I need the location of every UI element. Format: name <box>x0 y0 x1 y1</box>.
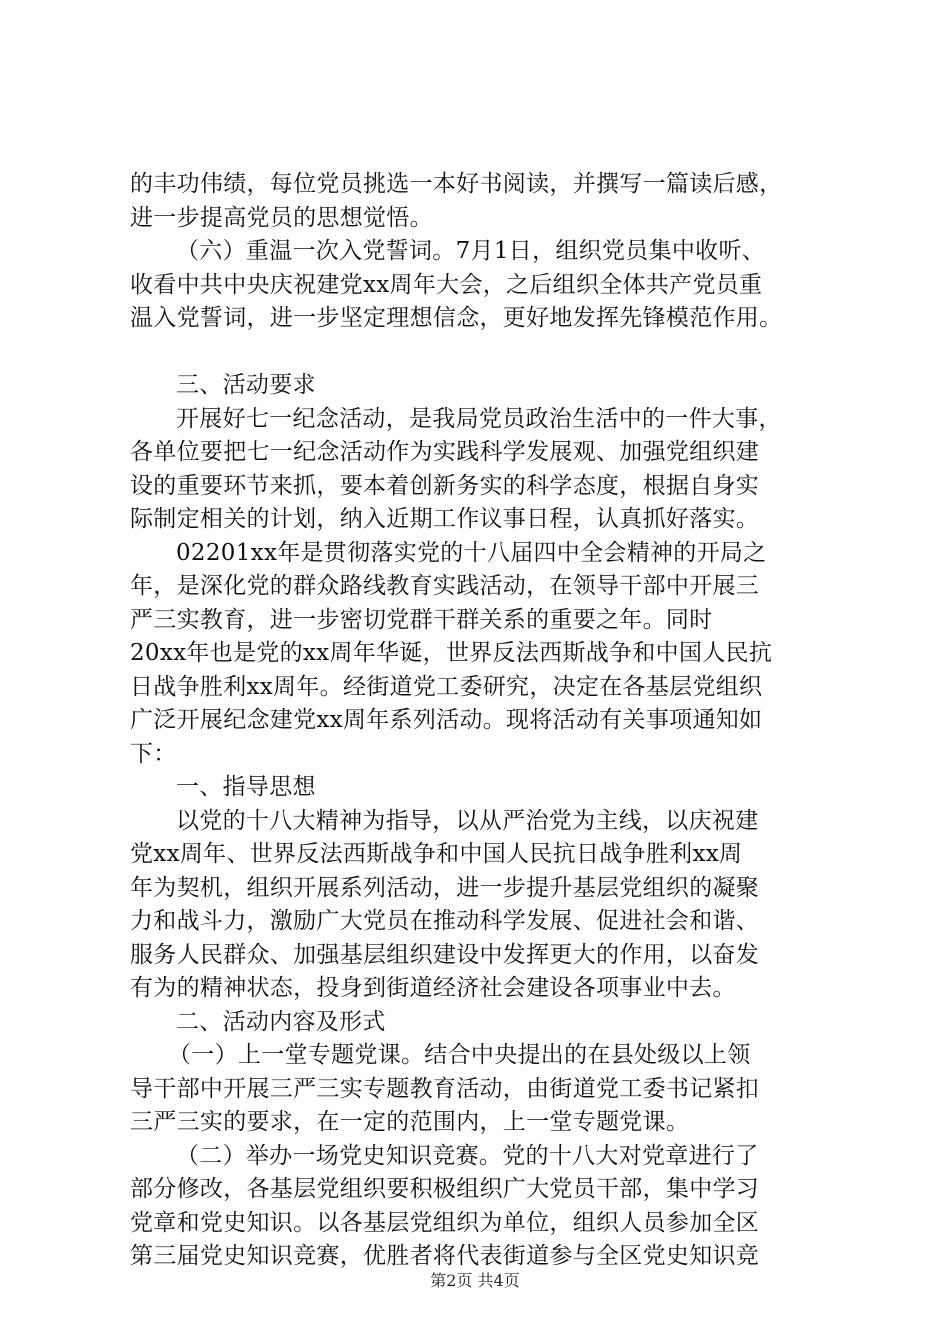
text-line: 各单位要把七一纪念活动作为实践科学发展观、加强党组织建 <box>130 439 760 465</box>
text-line: 20xx年也是党的xx周年华诞，世界反法西斯战争和中国人民抗 <box>130 640 773 666</box>
text-line: 设的重要环节来抓，要本着创新务实的科学态度，根据自身实 <box>130 472 760 499</box>
text-line: 进一步提高党员的思想觉悟。 <box>130 204 433 231</box>
text-line: 服务人民群众、加强基层组织建设中发挥更大的作用，以奋发 <box>130 941 760 968</box>
text-line: 的丰功伟绩，每位党员挑选一本好书阅读，并撰写一篇读后感， <box>130 171 783 197</box>
text-line: 年，是深化党的群众路线教育实践活动，在领导干部中开展三 <box>130 573 760 599</box>
section-heading: 一、指导思想 <box>176 774 316 800</box>
text-line: 三严三实的要求，在一定的范围内，上一堂专题党课。 <box>130 1109 690 1135</box>
text-line: 日战争胜利xx周年。经街道党工委研究，决定在各基层党组织 <box>130 673 763 700</box>
text-line: 党章和党史知识。以各基层党组织为单位，组织人员参加全区 <box>130 1209 760 1236</box>
text-line: 年为契机，组织开展系列活动，进一步提升基层党组织的凝聚 <box>130 874 760 901</box>
text-line: 有为的精神状态，投身到街道经济社会建设各项事业中去。 <box>130 975 736 1001</box>
page-footer: 第2页 共4页 <box>430 1271 520 1290</box>
text-line: 导干部中开展三严三实专题教育活动，由街道党工委书记紧扣 <box>130 1075 760 1102</box>
text-line: （六）重温一次入党誓词。7月1日，组织党员集中收听、 <box>176 238 766 264</box>
text-line: 广泛开展纪念建党xx周年系列活动。现将活动有关事项通知如 <box>130 707 763 733</box>
text-line: 第三届党史知识竞赛，优胜者将代表街道参与全区党史知识竞 <box>130 1243 760 1269</box>
text-line: 温入党誓词，进一步坚定理想信念，更好地发挥先锋模范作用。 <box>130 305 783 331</box>
text-line: 以党的十八大精神为指导，以从严治党为主线，以庆祝建 <box>176 807 759 834</box>
text-line: （一）上一堂专题党课。结合中央提出的在县处级以上领 <box>168 1042 751 1068</box>
text-line: （二）举办一场党史知识竞赛。党的十八大对党章进行了 <box>176 1142 759 1169</box>
text-line: 际制定相关的计划，纳入近期工作议事日程，认真抓好落实。 <box>130 506 760 532</box>
blank-line <box>130 336 830 370</box>
text-line: 收看中共中央庆祝建党xx周年大会，之后组织全体共产党员重 <box>130 271 763 298</box>
text-line: 力和战斗力，激励广大党员在推动科学发展、促进社会和谐、 <box>130 908 760 934</box>
text-line: 02201xx年是贯彻落实党的十八届四中全会精神的开局之 <box>176 539 767 566</box>
text-line: 开展好七一纪念活动，是我局党员政治生活中的一件大事， <box>176 405 782 432</box>
text-line: 党xx周年、世界反法西斯战争和中国人民抗日战争胜利xx周 <box>130 841 743 867</box>
text-line: 部分修改，各基层党组织要积极组织广大党员干部，集中学习 <box>130 1176 760 1202</box>
section-heading: 二、活动内容及形式 <box>176 1008 386 1035</box>
document-body <box>130 168 830 1274</box>
text-line: 下： <box>130 740 177 767</box>
text-line: 严三实教育，进一步密切党群干群关系的重要之年。同时 <box>130 606 713 633</box>
section-heading: 三、活动要求 <box>176 372 316 398</box>
